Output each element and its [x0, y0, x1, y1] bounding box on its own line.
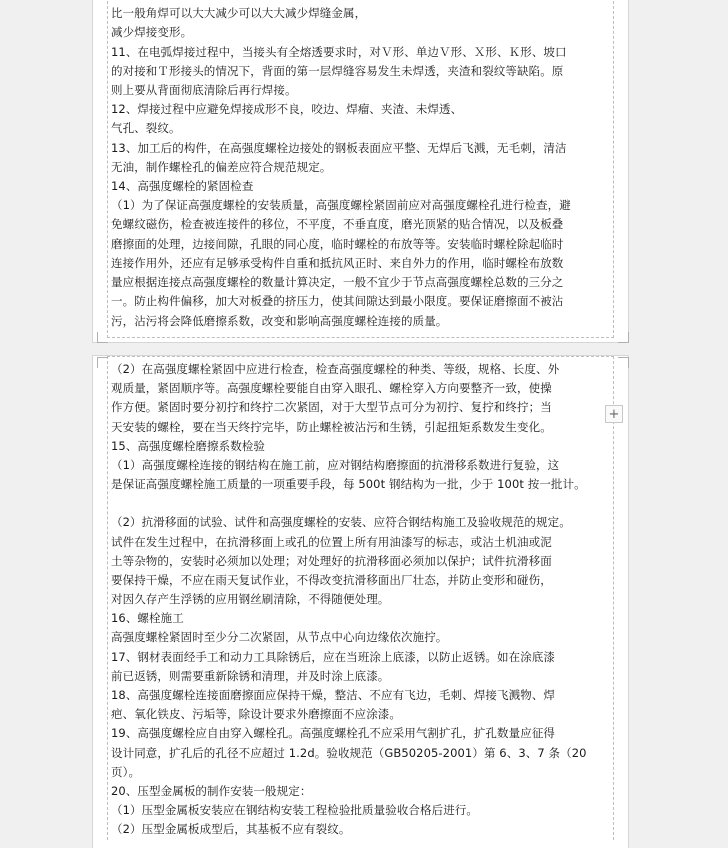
document-line: 前已返锈，则需要重新除锈和清理，并及时涂上底漆。 [111, 669, 390, 683]
document-line: 土等杂物的，安装时必须加以处理；对处理好的抗滑移面必须加以保护；试件抗滑移面 [111, 554, 552, 568]
crop-mark [618, 357, 629, 368]
document-line: （2）压型金属板成型后，其基板不应有裂纹。 [111, 822, 351, 836]
document-line: 观质量，紧固顺序等。高强度螺栓要能自由穿入眼孔、螺栓穿入方向要整齐一致，使操 [111, 381, 552, 395]
document-line: 磨擦面的处理，边接间隙，孔眼的同心度，临时螺栓的布放等等。安装临时螺栓除起临时 [111, 237, 564, 251]
document-line: 污，沾污将会降低磨擦系数，改变和影响高强度螺栓连接的质量。 [111, 314, 448, 328]
document-line: 试件在发生过程中，在抗滑移面上或孔的位置上所有用油漆写的标志，或沾土机油或泥 [111, 535, 552, 549]
document-line: 气孔、裂纹。 [111, 121, 181, 135]
document-line: 作方便。紧固时要分初拧和终拧二次紧固，对于大型节点可分为初拧、复拧和终拧；当 [111, 400, 552, 414]
document-line: （2）在高强度螺栓紧固中应进行检查，检查高强度螺栓的种类、等级，规格、长度、外 [111, 362, 560, 376]
document-line: 18、高强度螺栓连接面磨擦面应保持干燥，整洁、不应有飞边，毛刺、焊接飞溅物、焊 [111, 688, 556, 702]
document-line: 连接作用外，还应有足够承受构件自重和抵抗风正时、来自外力的作用，临时螺栓布放数 [111, 256, 564, 270]
document-line: （1）压型金属板安装应在钢结构安装工程检验批质量验收合格后进行。 [111, 803, 479, 817]
crop-mark [618, 332, 629, 343]
document-line: 免螺纹磁伤，检查被连接件的移位，不平度，不垂直度，磨光顶紧的贴合情况，以及板叠 [111, 217, 564, 231]
document-line: 设计同意，扩孔后的孔径不应超过 1.2d。验收规范（GB50205-2001）第 6、3、7 条（20 [111, 746, 587, 760]
expand-icon[interactable]: + [605, 405, 623, 423]
document-line: 要保持干燥，不应在雨天复试作业，不得改变抗滑移面出厂壮态，并防止变形和碰伤， [111, 573, 552, 587]
crop-mark [97, 357, 108, 368]
document-line: （2）抗滑移面的试验、试件和高强度螺栓的安装、应符合钢结构施工及验收规范的规定。 [111, 515, 571, 529]
document-line: 减少焊接变形。 [111, 25, 193, 39]
document-line: 页）。 [111, 765, 141, 779]
document-line: （1）为了保证高强度螺栓的安装质量，高强度螺栓紧固前应对高强度螺栓孔进行检查，避 [111, 198, 571, 212]
document-line: 比一般角焊可以大大减少可以大大减少焊缝金属， [111, 6, 367, 20]
document-line: 11、在电弧焊接过程中，当接头有全熔透要求时，对Ｖ形、单边Ｖ形、Ｘ形、Ｋ形、坡口 [111, 45, 567, 59]
document-line: 无油，制作螺栓孔的偏差应符合规范规定。 [111, 160, 332, 174]
document-line: 高强度螺栓紧固时至少分二次紧固，从节点中心向边缘依次施拧。 [111, 630, 448, 644]
document-line: 16、螺栓施工 [111, 611, 184, 625]
document-line: 天安装的螺栓，要在当天终拧完毕，防止螺栓被沾污和生锈，引起扭矩系数发生变化。 [111, 420, 552, 434]
document-line: （1）高强度螺栓连接的钢结构在施工前，应对钢结构磨擦面的抗滑移系数进行复验，这 [111, 458, 560, 472]
document-line: 15、高强度螺栓磨擦系数检验 [111, 439, 266, 453]
document-line: 量应根据连接点高强度螺栓的数量计算决定，一般不宜少于节点高强度螺栓总数的三分之 [111, 275, 564, 289]
document-line: 的对接和Ｔ形接头的情况下，背面的第一层焊缝容易发生未焊透，夹渣和裂纹等缺陷。原 [111, 64, 564, 78]
document-line: 对因久存产生浮锈的应用钢丝刷清除，不得随便处理。 [111, 592, 390, 606]
document-line: 疤、氧化铁皮、污垢等，除设计要求外磨擦面不应涂漆。 [111, 707, 401, 721]
document-line: 则上要从背面彻底清除后再行焊接。 [111, 83, 297, 97]
document-line: 是保证高强度螺栓施工质量的一项重要手段，每 500t 钢结构为一批，少于 100t 按一批计。 [111, 477, 586, 491]
document-line: 14、高强度螺栓的紧固检查 [111, 179, 254, 193]
document-line: 一。防止构件偏移，加大对板叠的挤压力，使其间隙达到最小限度。要保证磨擦面不被沾 [111, 294, 564, 308]
document-line: 12、焊接过程中应避免焊接成形不良，咬边、焊瘤、夹渣、未焊透、 [111, 102, 463, 116]
document-line: 19、高强度螺栓应自由穿入螺栓孔。高强度螺栓孔不应采用气割扩孔，扩孔数量应征得 [111, 726, 556, 740]
document-line: 13、加工后的构件，在高强度螺栓边接处的钢板表面应平整、无焊后飞溅，无毛刺，清洁 [111, 141, 567, 155]
crop-mark [97, 332, 108, 343]
document-line: 20、压型金属板的制作安装一般规定： [111, 784, 312, 798]
document-line: 17、钢材表面经手工和动力工具除锈后，应在当班涂上底漆，以防止返锈。如在涂底漆 [111, 650, 556, 664]
